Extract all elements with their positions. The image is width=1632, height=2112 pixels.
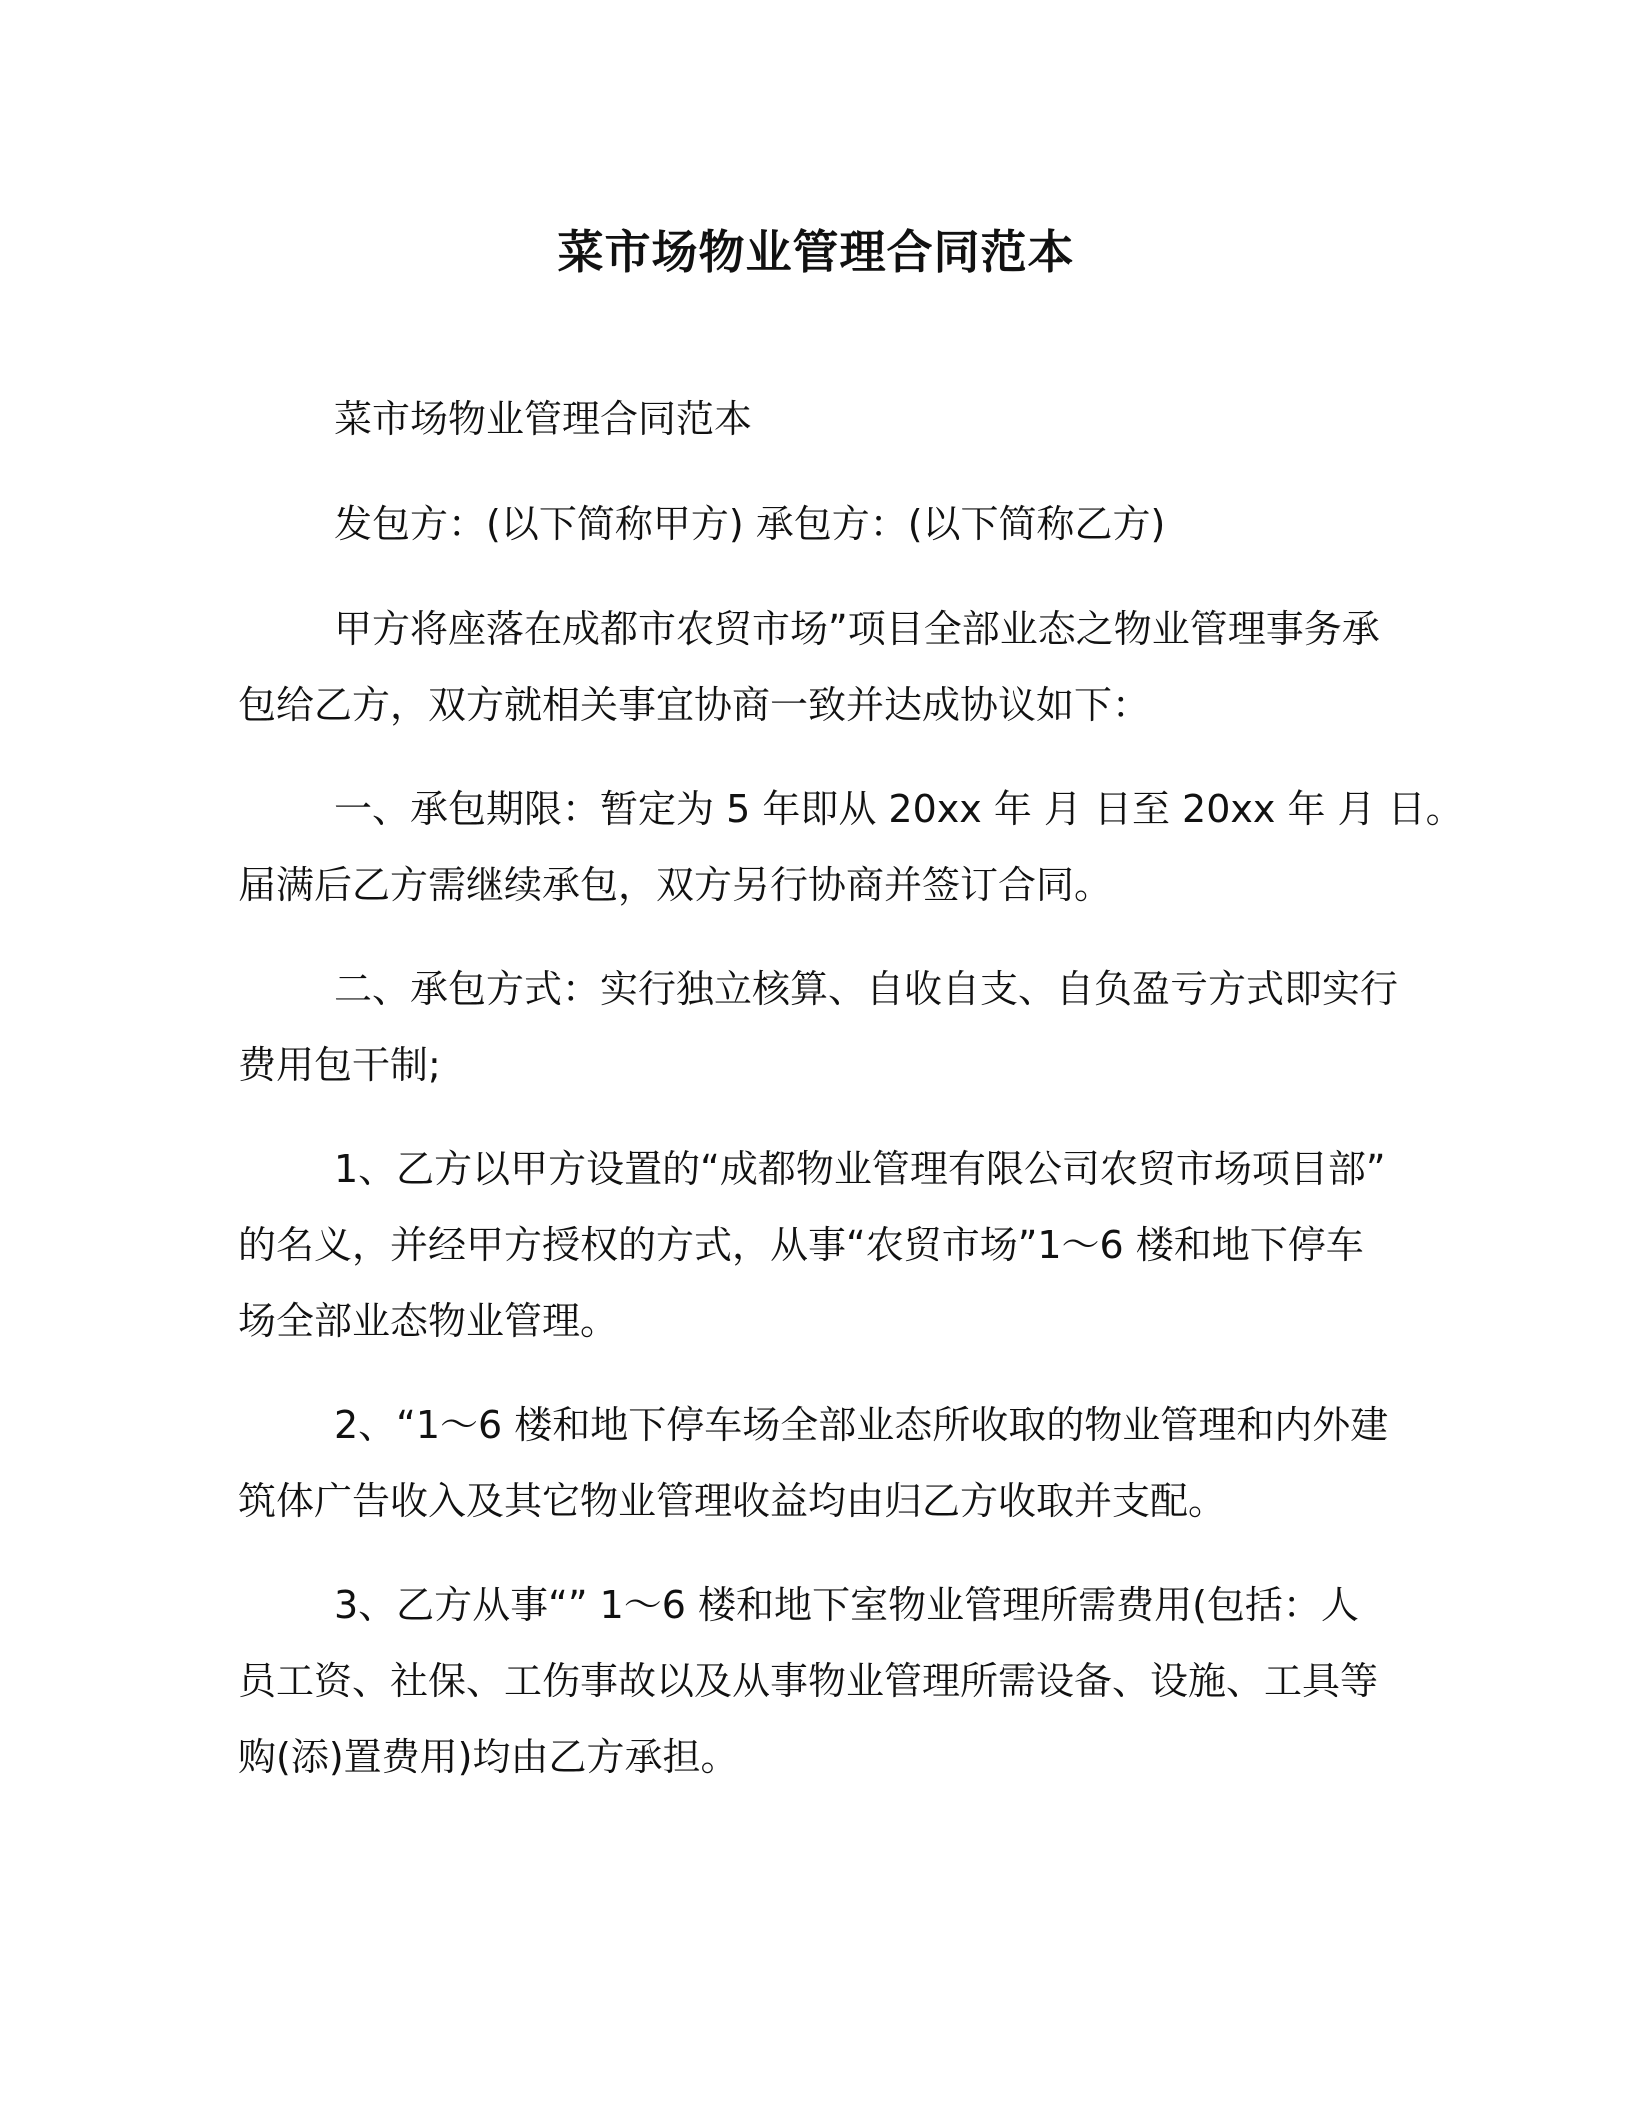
subtitle-line: 菜市场物业管理合同范本 [334, 397, 753, 441]
paragraph-line: 二、承包方式：实行独立核算、自收自支、自负盈亏方式即实行 [334, 967, 1399, 1011]
paragraph-line: 包给乙方，双方就相关事宜协商一致并达成协议如下： [238, 683, 1151, 727]
paragraph-line: 购(添)置费用)均由乙方承担。 [238, 1735, 739, 1779]
paragraph-line: 筑体广告收入及其它物业管理收益均由归乙方收取并支配。 [238, 1479, 1227, 1523]
paragraph-line: 届满后乙方需继续承包，双方另行协商并签订合同。 [238, 863, 1113, 907]
paragraph-line: 2、“1～6 楼和地下停车场全部业态所收取的物业管理和内外建 [334, 1403, 1389, 1447]
paragraph-line: 的名义，并经甲方授权的方式，从事“农贸市场”1～6 楼和地下停车 [238, 1223, 1364, 1267]
paragraph-line: 一、承包期限：暂定为 5 年即从 20xx 年 月 日至 20xx 年 月 日。 [334, 787, 1464, 831]
parties-line: 发包方：(以下简称甲方) 承包方：(以下简称乙方) [334, 502, 1166, 546]
paragraph-line: 3、乙方从事“” 1～6 楼和地下室物业管理所需费用(包括：人 [334, 1583, 1359, 1627]
paragraph-line: 1、乙方以甲方设置的“成都物业管理有限公司农贸市场项目部” [334, 1147, 1386, 1191]
paragraph-line: 员工资、社保、工伤事故以及从事物业管理所需设备、设施、工具等 [238, 1659, 1379, 1703]
document-title: 菜市场物业管理合同范本 [557, 225, 1075, 279]
paragraph-line: 甲方将座落在成都市农贸市场”项目全部业态之物业管理事务承 [334, 607, 1380, 651]
paragraph-line: 场全部业态物业管理。 [238, 1299, 619, 1343]
paragraph-line: 费用包干制; [238, 1043, 441, 1087]
